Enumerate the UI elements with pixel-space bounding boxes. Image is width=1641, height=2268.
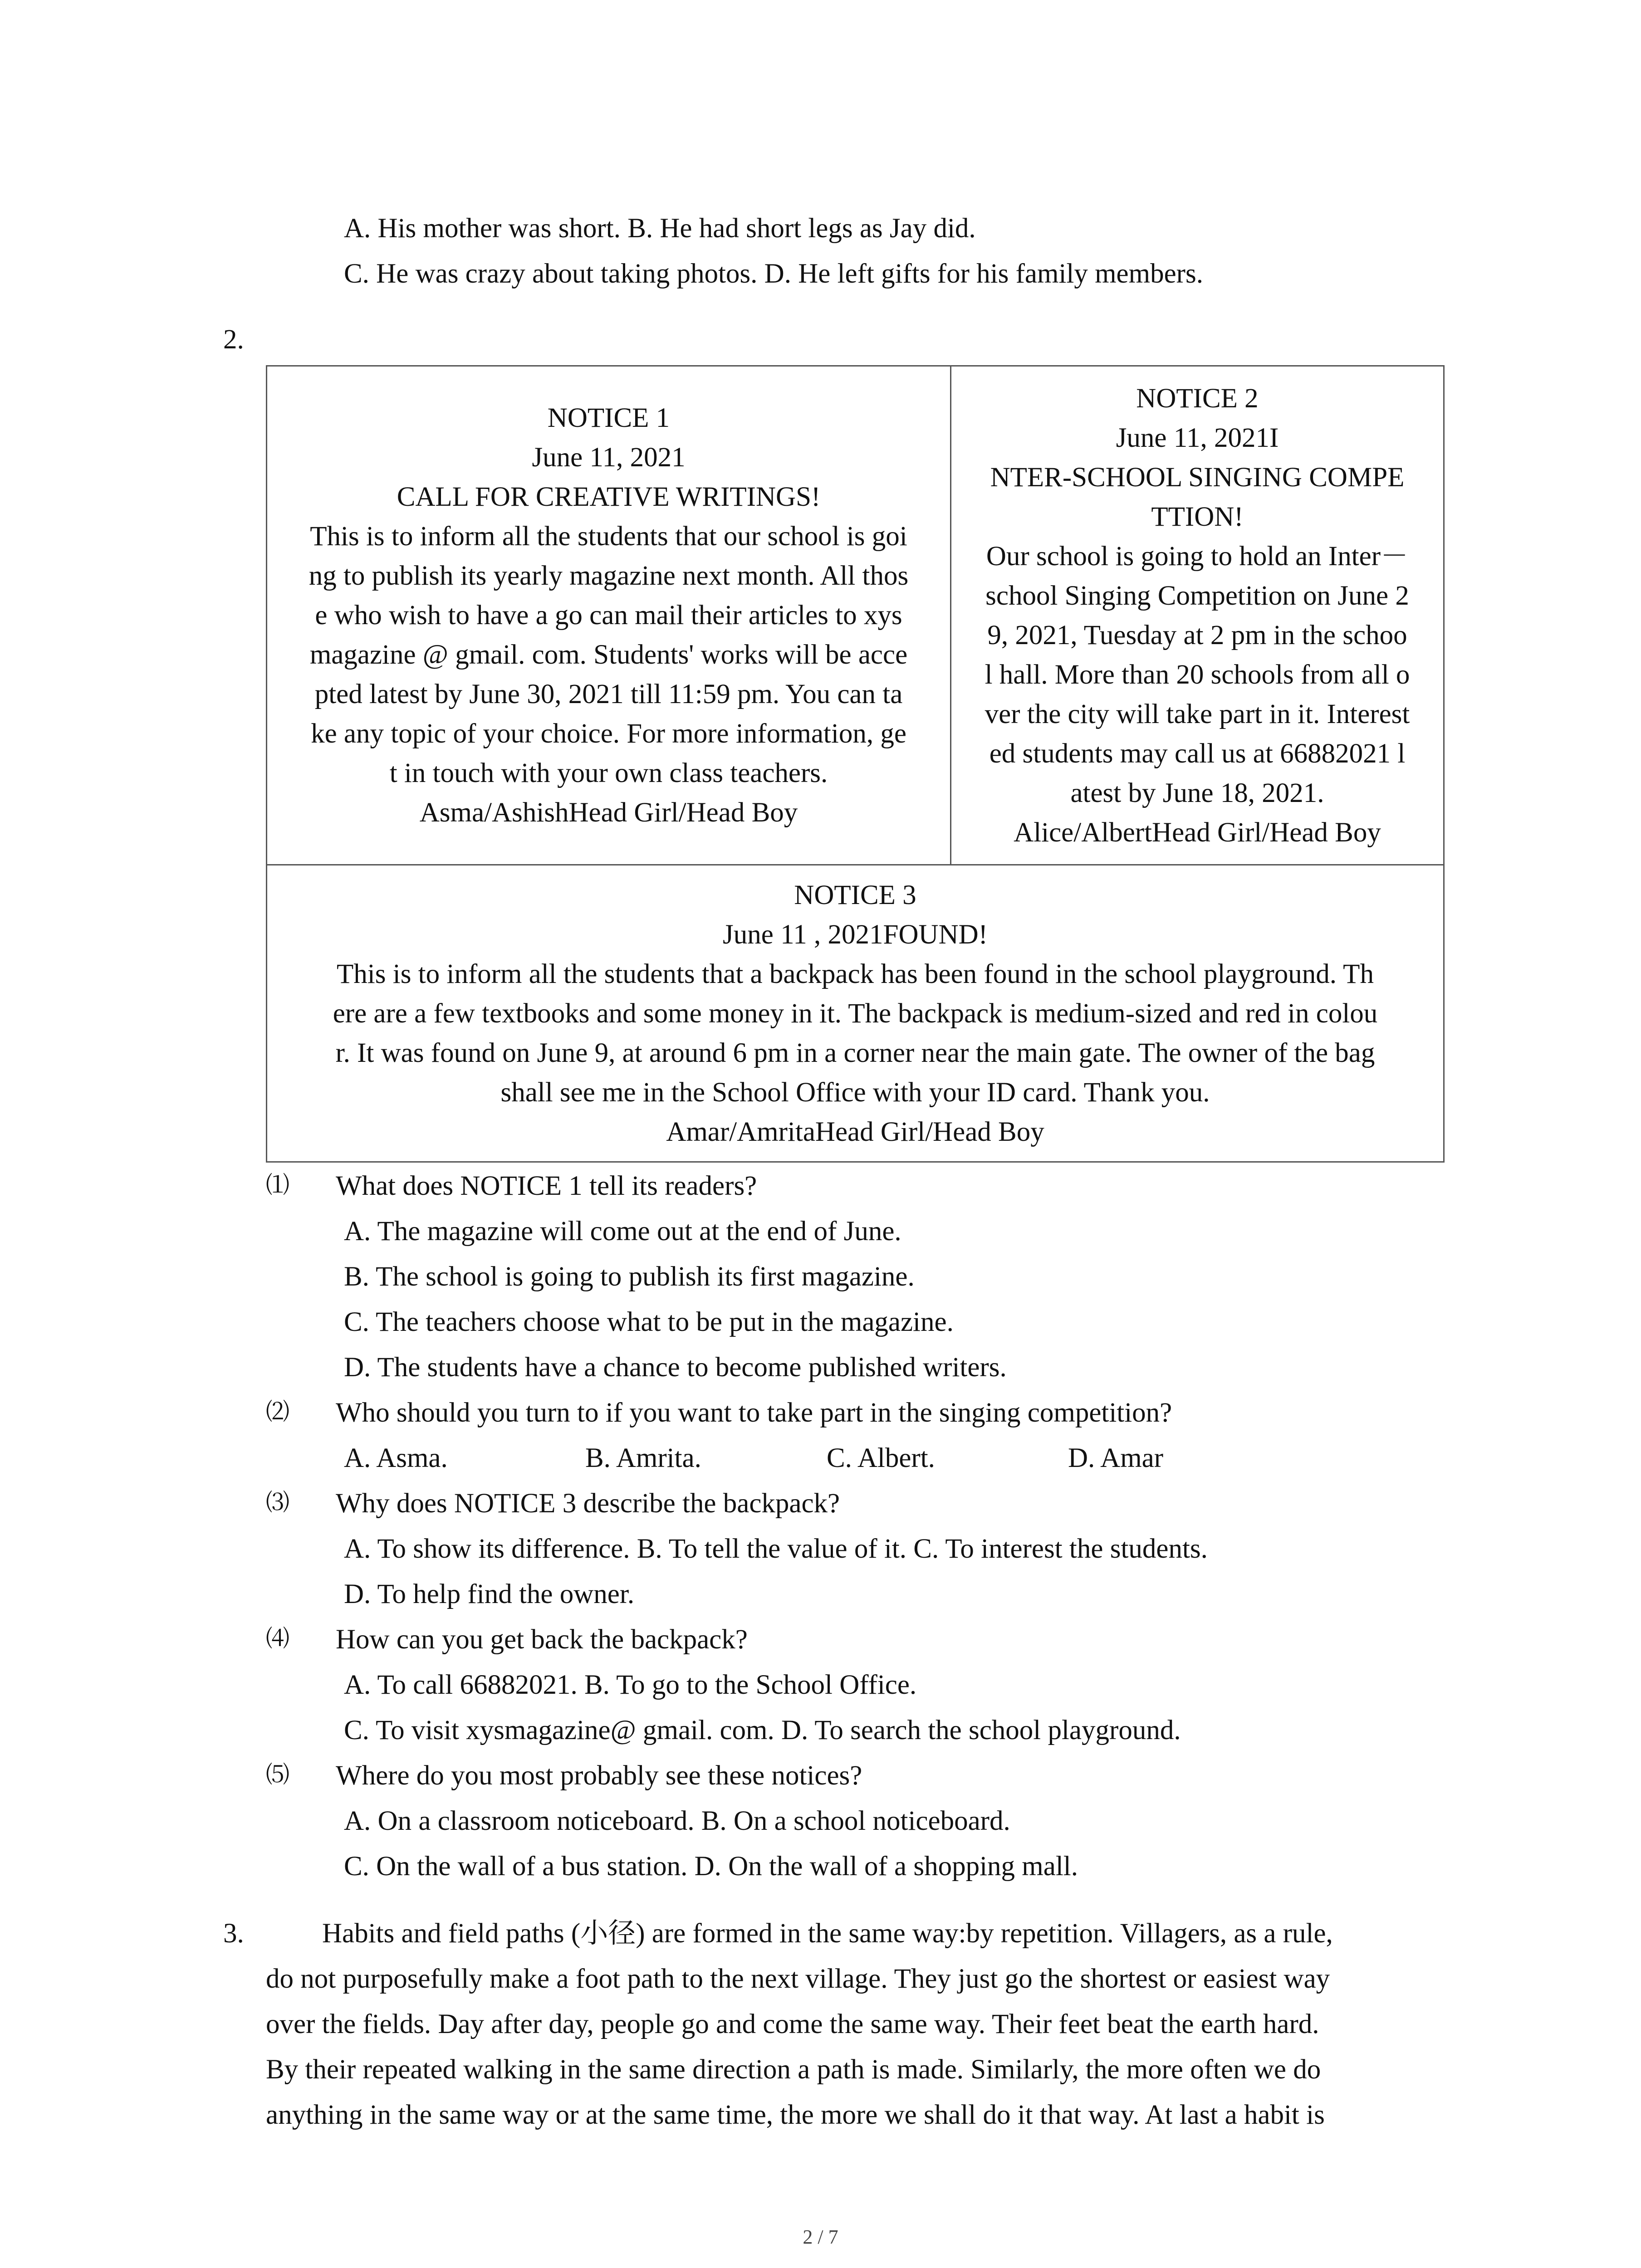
option: B. The school is going to publish its first magazine. [344, 1261, 915, 1292]
notice-1-line: NOTICE 1 [547, 403, 670, 433]
notice-1 [267, 367, 951, 864]
passage-line: Habits and field paths (小径) are formed in the same way:by repetition. Villagers, as a rule, [322, 1918, 1333, 1949]
notice-2 [951, 367, 1443, 864]
notice-2-line: NTER-SCHOOL SINGING COMPE [990, 462, 1405, 493]
notice-2-line: 9, 2021, Tuesday at 2 pm in the schoo [987, 620, 1407, 650]
notice-1-line: June 11, 2021 [532, 442, 686, 473]
notice-1-line: magazine @ gmail. com. Students' works will be acce [309, 640, 908, 670]
notice-3-signature: Amar/AmritaHead Girl/Head Boy [666, 1116, 1044, 1147]
notice-1-line: This is to inform all the students that our school is goi [310, 521, 907, 552]
option: D. Amar [1068, 1443, 1164, 1473]
sub-question-number: ⑴ [266, 1172, 290, 1198]
option: D. The students have a chance to become published writers. [344, 1352, 1007, 1383]
sub-question-text: How can you get back the backpack? [336, 1624, 748, 1655]
passage-line: By their repeated walking in the same direction a path is made. Similarly, the more often we do [266, 2054, 1321, 2085]
sub-question-number: ⑷ [266, 1626, 290, 1652]
passage-line: anything in the same way or at the same time, the more we shall do it that way. At last a habit is [266, 2100, 1325, 2130]
notice-2-line: NOTICE 2 [1136, 383, 1259, 414]
sub-question-text: Why does NOTICE 3 describe the backpack? [336, 1488, 840, 1519]
notice-2-signature: Alice/AlbertHead Girl/Head Boy [1014, 817, 1381, 848]
sub-question-number: ⑵ [266, 1399, 290, 1425]
notice-2-line: ed students may call us at 66882021 l [989, 738, 1406, 769]
notice-1-line: t in touch with your own class teachers. [389, 758, 828, 788]
notice-1-line: ke any topic of your choice. For more information, ge [311, 719, 906, 749]
option: A. The magazine will come out at the end of June. [344, 1216, 901, 1246]
sub-question-number: ⑶ [266, 1490, 290, 1516]
option: B. Amrita. [585, 1443, 701, 1473]
option: A. To show its difference. B. To tell the value of it. C. To interest the students. [344, 1534, 1208, 1564]
notice-3 [267, 864, 1443, 1161]
option: C. To visit xysmagazine@ gmail. com. D. To search the school playground. [344, 1715, 1181, 1745]
sub-question-text: Where do you most probably see these notices? [336, 1760, 862, 1791]
option: C. The teachers choose what to be put in the magazine. [344, 1307, 954, 1337]
passage-line: over the fields. Day after day, people go and come the same way. Their feet beat the earth hard. [266, 2009, 1319, 2039]
notice-1-line: CALL FOR CREATIVE WRITINGS! [397, 482, 821, 512]
notice-3-line: NOTICE 3 [794, 880, 916, 910]
notice-3-line: This is to inform all the students that a backpack has been found in the school playground. Th [337, 958, 1374, 989]
notice-2-line: atest by June 18, 2021. [1070, 777, 1324, 808]
notice-1-line: e who wish to have a go can mail their articles to xys [315, 600, 902, 631]
question-number-2: 2. [223, 324, 244, 355]
sub-question-text: What does NOTICE 1 tell its readers? [336, 1171, 757, 1201]
notice-2-line: Our school is going to hold an Inter－ [986, 541, 1409, 572]
option: A. On a classroom noticeboard. B. On a school noticeboard. [344, 1806, 1010, 1836]
notice-2-line: school Singing Competition on June 2 [985, 580, 1409, 611]
option: C. Albert. [827, 1443, 935, 1473]
notice-3-line: r. It was found on June 9, at around 6 pm in a corner near the main gate. The owner of the bag [335, 1037, 1375, 1068]
notice-1-line: pted latest by June 30, 2021 till 11:59 pm. You can ta [314, 679, 903, 709]
notice-1-signature: Asma/AshishHead Girl/Head Boy [419, 797, 798, 828]
option-row [0, 1442, 1641, 1478]
notice-1-line: ng to publish its yearly magazine next month. All thos [309, 561, 909, 591]
sub-question-number: ⑸ [266, 1762, 290, 1788]
option: A. Asma. [344, 1443, 448, 1473]
page-number: 2 / 7 [803, 2226, 838, 2248]
option: D. To help find the owner. [344, 1579, 635, 1609]
notice-3-line: ere are a few textbooks and some money in it. The backpack is medium-sized and red in colou [333, 998, 1378, 1029]
notice-2-line: TTION! [1151, 501, 1244, 532]
option: C. On the wall of a bus station. D. On the wall of a shopping mall. [344, 1851, 1078, 1882]
sub-question-text: Who should you turn to if you want to take part in the singing competition? [336, 1398, 1172, 1428]
notices-table [266, 365, 1445, 1163]
q1-options-line-1: A. His mother was short. B. He had short legs as Jay did. [344, 213, 976, 244]
notice-3-line: shall see me in the School Office with your ID card. Thank you. [500, 1077, 1210, 1108]
notice-3-line: June 11 , 2021FOUND! [723, 919, 988, 950]
notice-2-line: June 11, 2021I [1116, 422, 1279, 453]
q1-options-line-2: C. He was crazy about taking photos. D. He left gifts for his family members. [344, 259, 1203, 289]
option: A. To call 66882021. B. To go to the School Office. [344, 1670, 917, 1700]
passage-line: do not purposefully make a foot path to the next village. They just go the shortest or easiest way [266, 1964, 1330, 1994]
question-number-3: 3. [223, 1918, 244, 1949]
notice-2-line: ver the city will take part in it. Interest [985, 699, 1410, 729]
notice-2-line: l hall. More than 20 schools from all o [985, 659, 1410, 690]
